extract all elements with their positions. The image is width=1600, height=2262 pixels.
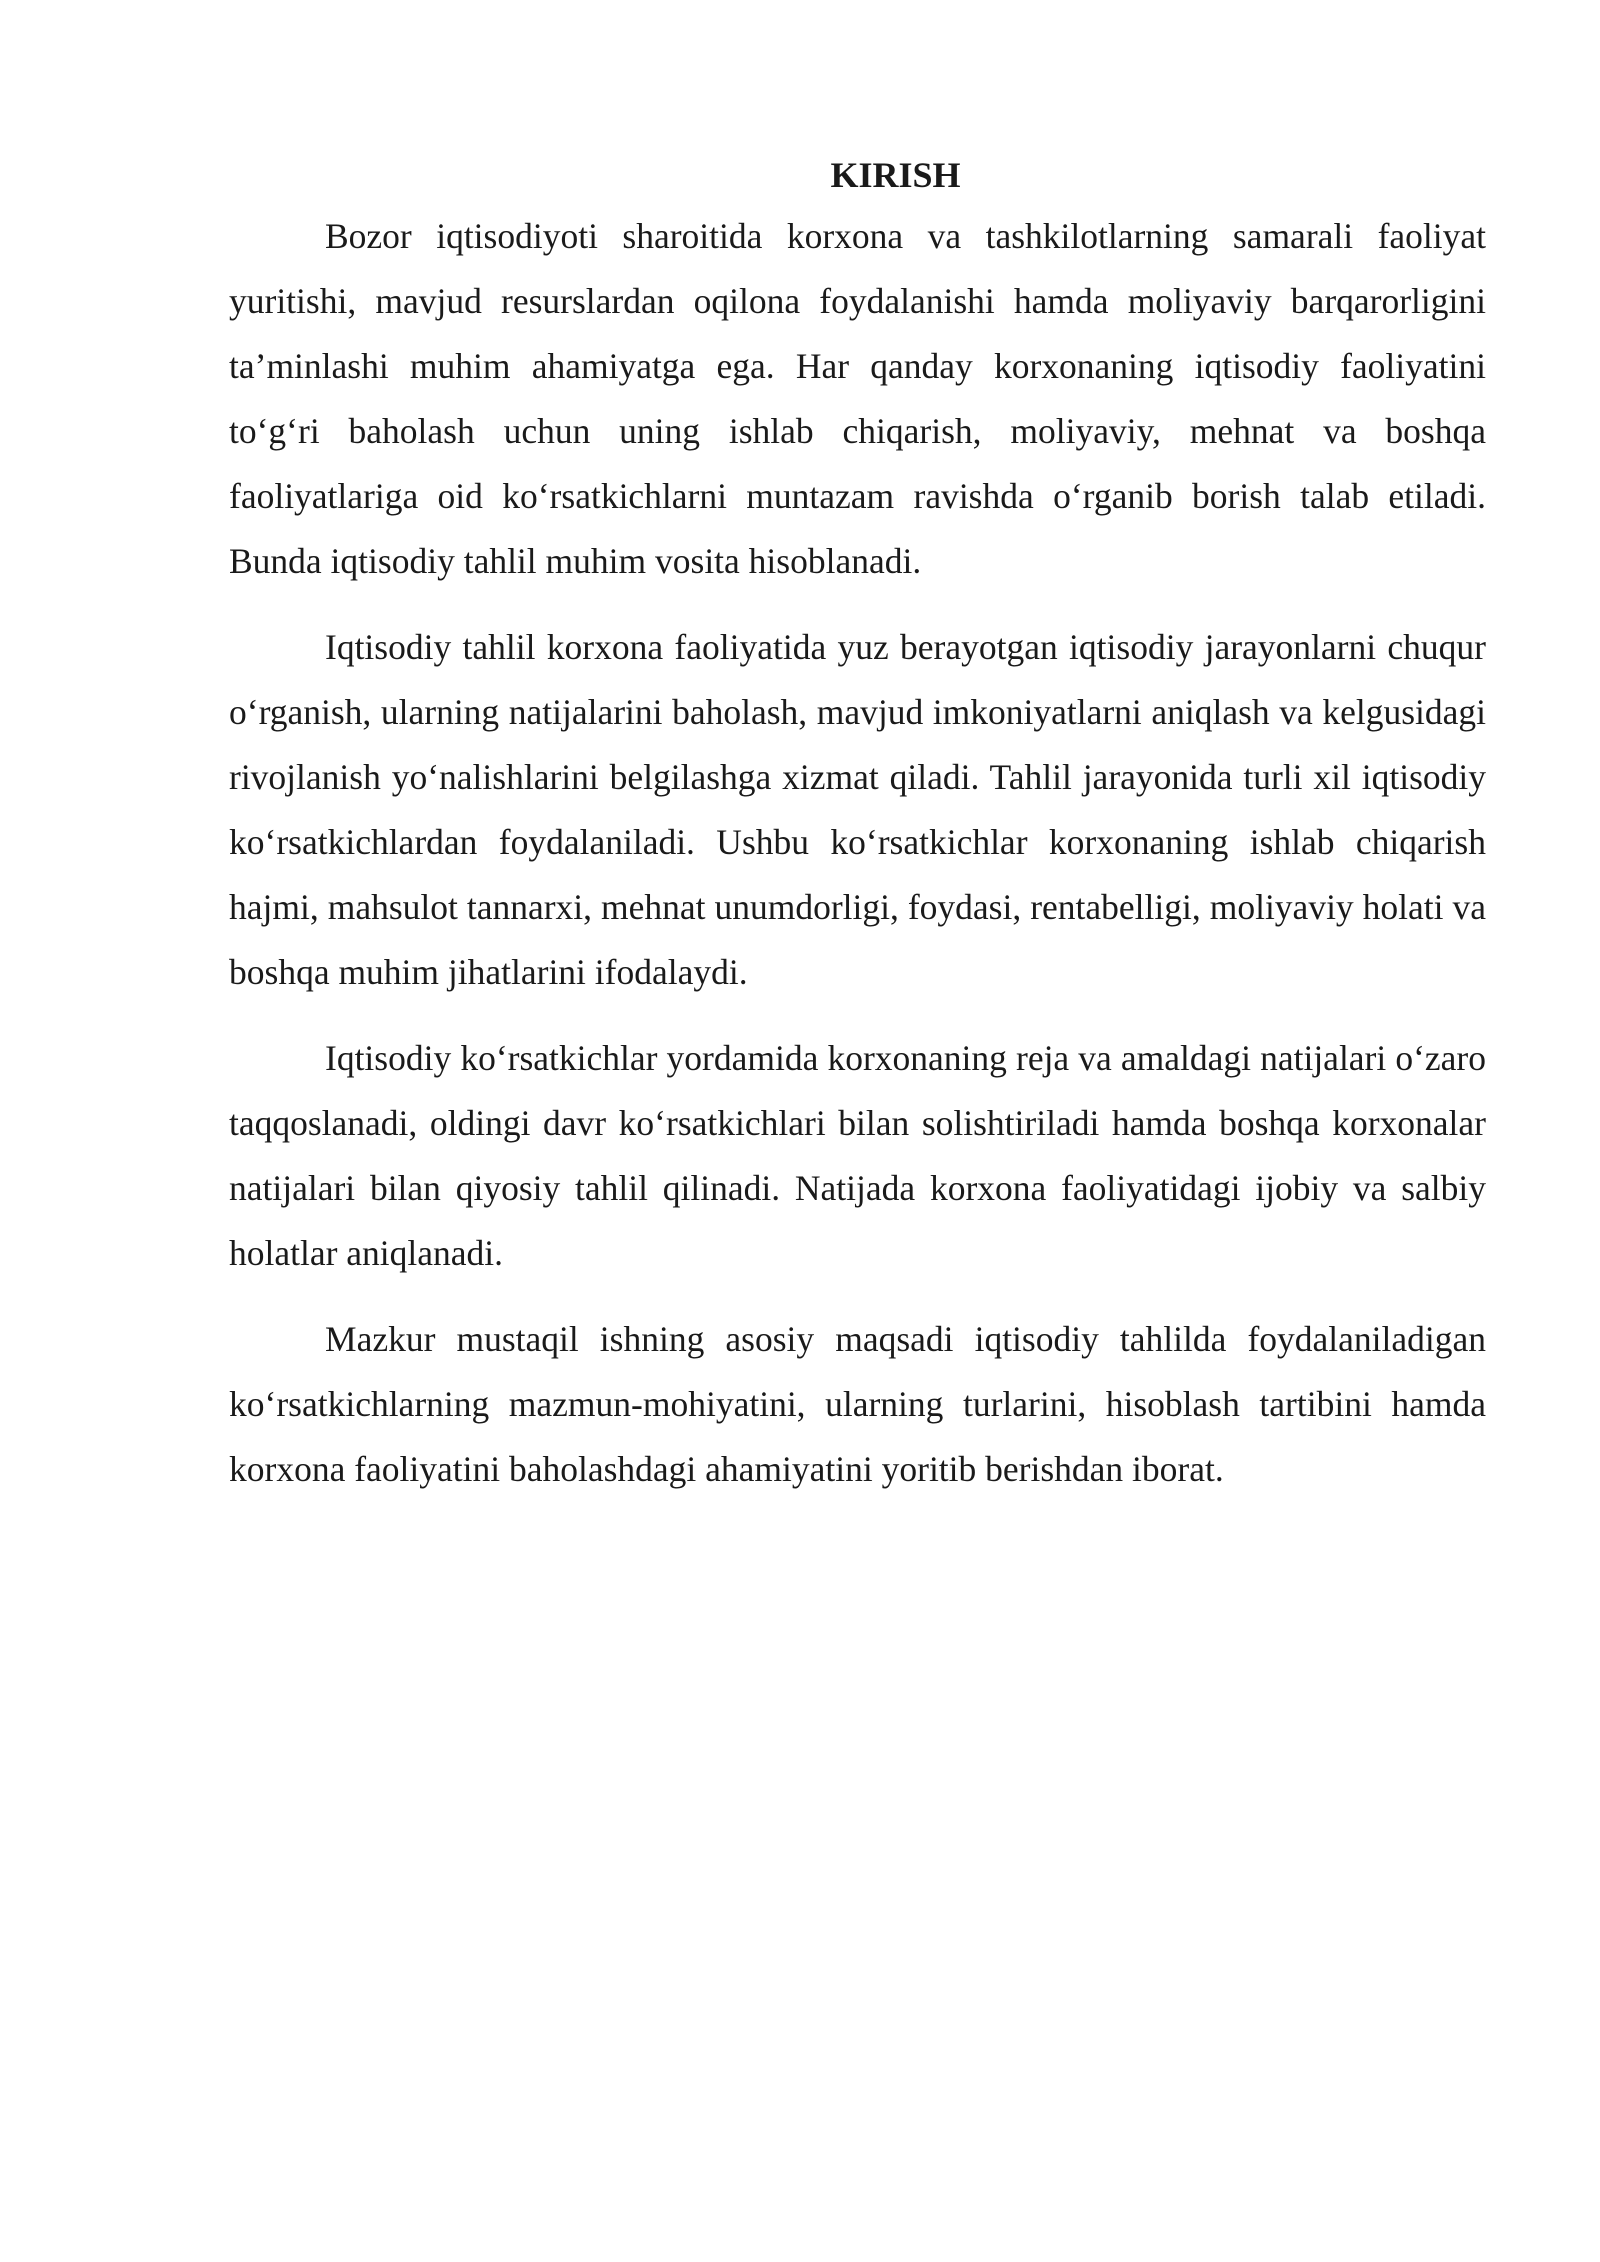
paragraph-4: Mazkur mustaqil ishning asosiy maqsadi iqtisodiy tahlilda foydalaniladigan ko‘rsatkichlarning mazmun-mohiyatini, ularning turlarini, hisoblash tartibini hamda korxona faoliyatini baholashdagi ahamiyatini yoritib berishdan iborat. (229, 1319, 1486, 1489)
paragraph-3: Iqtisodiy ko‘rsatkichlar yordamida korxonaning reja va amaldagi natijalari o‘zaro taqqoslanadi, oldingi davr ko‘rsatkichlari bilan solishtiriladi hamda boshqa korxonalar natijalari bilan qiyosiy tahlil qilinadi. Natijada korxona faoliyatidagi ijobiy va salbiy holatlar aniqlanadi. (229, 1038, 1486, 1273)
page-title: KIRISH (830, 155, 961, 195)
document-body (229, 150, 1486, 1523)
paragraph-1: Bozor iqtisodiyoti sharoitida korxona va tashkilotlarning samarali faoliyat yuritishi, mavjud resurslardan oqilona foydalanishi hamda moliyaviy barqarorligini ta’minlashi muhim ahamiyatga ega. Har qanday korxonaning iqtisodiy faoliyatini to‘g‘ri baholash uchun uning ishlab chiqarish, moliyaviy, mehnat va boshqa faoliyatlariga oid ko‘rsatkichlarni muntazam ravishda o‘rganib borish talab etiladi. Bunda iqtisodiy tahlil muhim vosita hisoblanadi. (229, 216, 1486, 581)
paragraph-2: Iqtisodiy tahlil korxona faoliyatida yuz berayotgan iqtisodiy jarayonlarni chuqur o‘rganish, ularning natijalarini baholash, mavjud imkoniyatlarni aniqlash va kelgusidagi rivojlanish yo‘nalishlarini belgilashga xizmat qiladi. Tahlil jarayonida turli xil iqtisodiy ko‘rsatkichlardan foydalaniladi. Ushbu ko‘rsatkichlar korxonaning ishlab chiqarish hajmi, mahsulot tannarxi, mehnat unumdorligi, foydasi, rentabelligi, moliyaviy holati va boshqa muhim jihatlarini ifodalaydi. (229, 627, 1486, 992)
